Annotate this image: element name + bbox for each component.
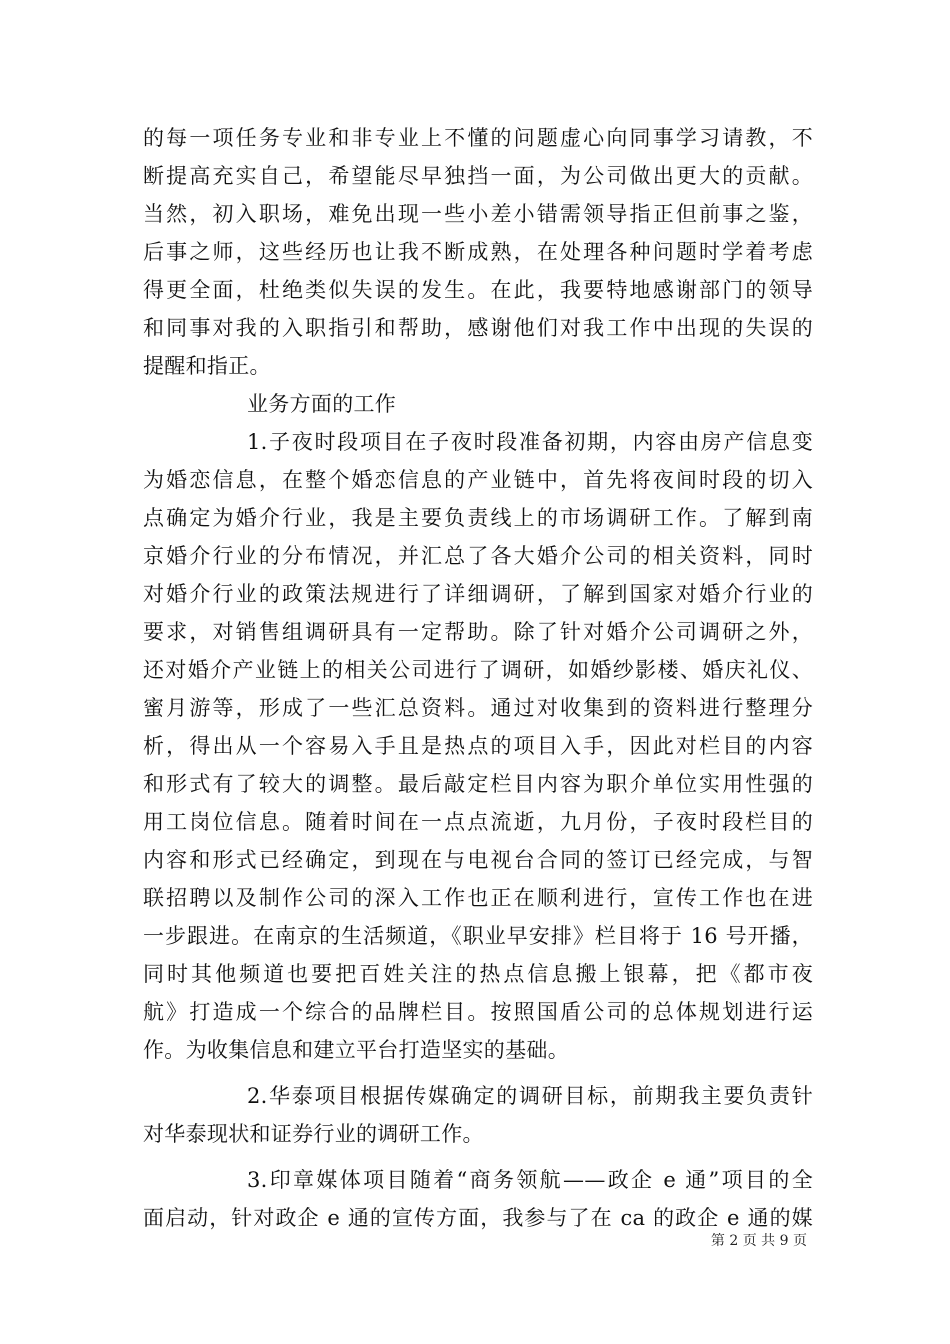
body-line: 用工岗位信息。随着时间在一点点流逝，九月份，子夜时段栏目的	[143, 810, 813, 834]
body-line: 断提高充实自己，希望能尽早独挡一面，为公司做出更大的贡献。	[143, 164, 813, 188]
body-line: 后事之师，这些经历也让我不断成熟，在处理各种问题时学着考虑	[143, 240, 813, 264]
body-line: 和形式有了较大的调整。最后敲定栏目内容为职介单位实用性强的	[143, 772, 813, 796]
body-line: 得更全面，杜绝类似失误的发生。在此，我要特地感谢部门的领导	[143, 278, 813, 302]
page-number-footer: 第 2 页 共 9 页	[710, 1233, 807, 1249]
body-line: 作。为收集信息和建立平台打造坚实的基础。	[143, 1038, 569, 1062]
body-line: 点确定为婚介行业，我是主要负责线上的市场调研工作。了解到南	[143, 506, 813, 530]
body-line: 还对婚介产业链上的相关公司进行了调研，如婚纱影楼、婚庆礼仪、	[143, 658, 813, 682]
body-line: 2.华泰项目根据传媒确定的调研目标，前期我主要负责针	[247, 1084, 813, 1108]
body-line: 为婚恋信息，在整个婚恋信息的产业链中，首先将夜间时段的切入	[143, 468, 813, 492]
body-line: 和同事对我的入职指引和帮助，感谢他们对我工作中出现的失误的	[143, 316, 813, 340]
body-line: 析，得出从一个容易入手且是热点的项目入手，因此对栏目的内容	[143, 734, 813, 758]
section-heading: 业务方面的工作	[247, 392, 397, 416]
body-line: 的每一项任务专业和非专业上不懂的问题虚心向同事学习请教，不	[143, 126, 813, 150]
body-line: 蜜月游等，形成了一些汇总资料。通过对收集到的资料进行整理分	[143, 696, 813, 720]
body-line: 当然，初入职场，难免出现一些小差小错需领导指正但前事之鉴，	[143, 202, 813, 226]
body-line: 一步跟进。在南京的生活频道，《职业早安排》栏目将于 16 号开播，	[143, 924, 813, 948]
body-line: 对华泰现状和证券行业的调研工作。	[143, 1122, 484, 1146]
body-line: 要求，对销售组调研具有一定帮助。除了针对婚介公司调研之外，	[143, 620, 813, 644]
body-line: 京婚介行业的分布情况，并汇总了各大婚介公司的相关资料，同时	[143, 544, 813, 568]
body-line: 面启动，针对政企 e 通的宣传方面，我参与了在 ca 的政企 e 通的媒	[143, 1206, 813, 1230]
body-line: 3.印章媒体项目随着“商务领航——政企 e 通”项目的全	[247, 1168, 813, 1192]
body-line: 内容和形式已经确定，到现在与电视台合同的签订已经完成，与智	[143, 848, 813, 872]
body-line: 航》打造成一个综合的品牌栏目。按照国盾公司的总体规划进行运	[143, 1000, 813, 1024]
body-line: 提醒和指正。	[143, 354, 271, 378]
body-line: 同时其他频道也要把百姓关注的热点信息搬上银幕，把《都市夜	[143, 962, 813, 986]
body-line: 对婚介行业的政策法规进行了详细调研，了解到国家对婚介行业的	[143, 582, 813, 606]
body-line: 1.子夜时段项目在子夜时段准备初期，内容由房产信息变	[247, 430, 813, 454]
body-line: 联招聘以及制作公司的深入工作也正在顺利进行，宣传工作也在进	[143, 886, 813, 910]
